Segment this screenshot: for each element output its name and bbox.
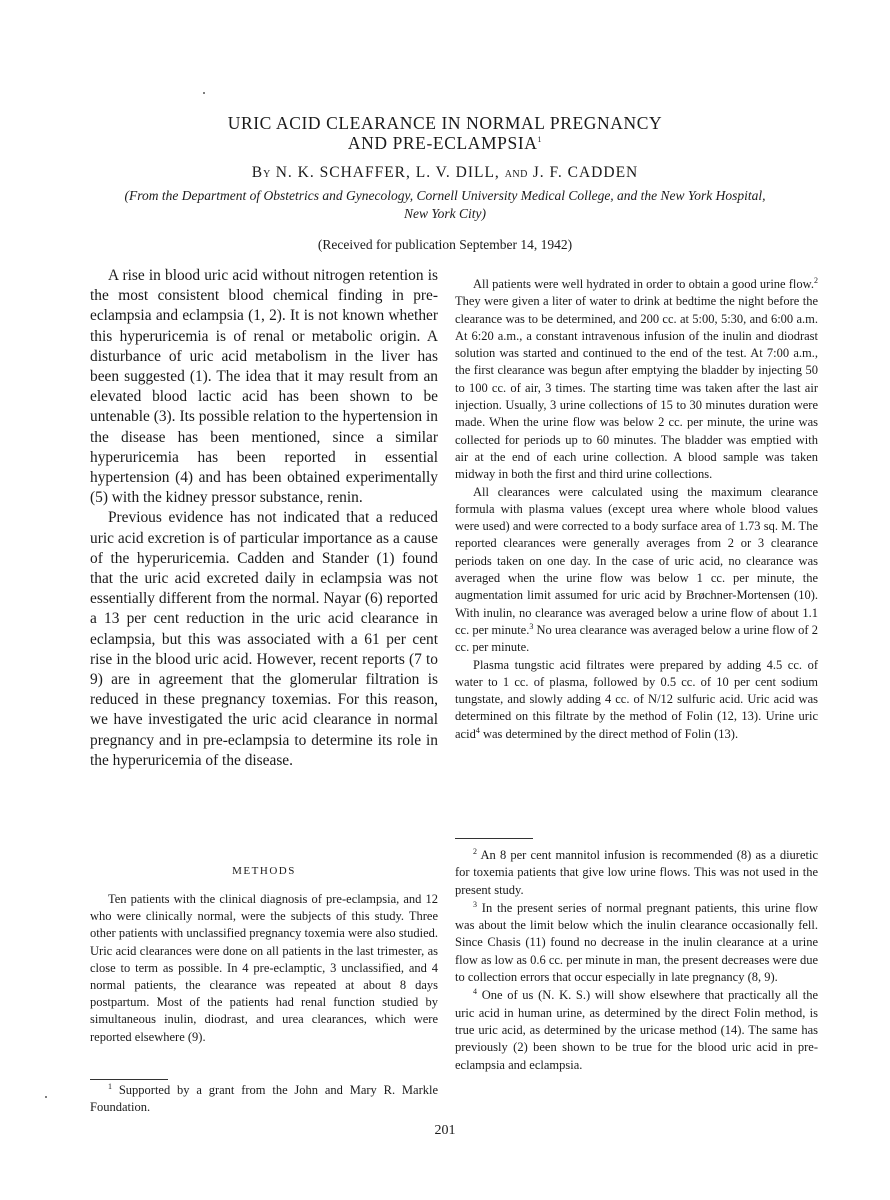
footnotes-left: [90, 1082, 438, 1116]
right-p2-b: No urea clearance was averaged below a urine flow of 2 cc. per minute.: [455, 622, 819, 655]
footnote-divider-left: [90, 1079, 168, 1080]
footnote-2-mark: 2: [473, 846, 477, 856]
title-line-2-text: AND PRE-ECLAMPSIA: [347, 133, 538, 153]
and-connector: AND: [504, 169, 528, 180]
footnote-3-text: In the present series of normal pregnant patients, this urine flow was about the limit below which the inulin clearance occasionally fell. Since Chasis (11) found no decrease in the inulin clearance at a urine flow as low as 0.6 cc. per minute in man, the present decreases were due to collection errors that occur especially in late pregnancy (8, 9).: [455, 900, 819, 985]
right-paragraph-2: [455, 484, 818, 657]
article-title: [0, 113, 890, 153]
authors-first: N. K. SCHAFFER, L. V. DILL,: [275, 164, 500, 181]
footnote-1: [90, 1082, 438, 1116]
stray-mark-bottom: [45, 1096, 47, 1098]
methods-text: [90, 891, 438, 1046]
by-initial: B: [251, 164, 264, 181]
right-p3-b: was determined by the direct method of Folin (13).: [482, 726, 739, 741]
footnotes-right: [455, 847, 818, 1075]
footnote-1-mark: 1: [108, 1081, 112, 1091]
footnote-ref-4: 4: [475, 725, 480, 735]
page-number: 201: [434, 1123, 456, 1138]
footnote-ref-3: 3: [529, 621, 534, 631]
authors-last: J. F. CADDEN: [532, 164, 639, 181]
footnote-3: [455, 900, 818, 986]
footnote-2: [455, 847, 818, 899]
methods-paragraph-1: Ten patients with the clinical diagnosis of pre-eclampsia, and 12 who were clinically normal, were the subjects of this study. Three other patients with unclassified pregnancy toxemia were also studied. Uric acid clearances were done on all patients in the last trimester, as close to term as possible. In 4 pre-eclamptic, 3 unclassified, and 4 normal patients, the clearance was repeated at about 8 days postpartum. Most of the patients had renal function studied by simultaneous inulin, diodrast, and urea clearances, which were reported elsewhere (9).: [90, 892, 438, 1044]
footnote-4-text: One of us (N. K. S.) will show elsewhere that practically all the uric acid in human urine, as determined by the direct Folin method, is true uric acid, as determined by the uricase method (14). The same has previously (2) been shown to be true for the blood uric acid in pre-eclampsia and eclampsia.: [455, 988, 819, 1072]
intro-text: [90, 266, 438, 771]
title-line-1: URIC ACID CLEARANCE IN NORMAL PREGNANCY: [227, 113, 663, 133]
by-rest: Y: [263, 169, 271, 180]
right-paragraph-3: [455, 657, 818, 743]
footnote-3-mark: 3: [473, 899, 477, 909]
footnote-4: [455, 987, 818, 1073]
received-date: (Received for publication September 14, 1942): [317, 237, 573, 252]
intro-paragraph-2: Previous evidence has not indicated that a reduced uric acid excretion is of particular importance as a cause of the hyperuricemia. Cadden and Stander (1) found that the uric acid excreted daily in eclampsia was not essentially different from the normal. Nayar (6) reported a 13 per cent reduction in the uric acid clearance in eclampsia, but this was associated with a 61 per cent rise in the blood uric acid. However, recent reports (7 to 9) are in agreement that the glomerular filtration is reduced in these pregnancy toxemias. For this reason, we have investigated the uric acid clearance in normal pregnancy and in pre-eclampsia to determine its role in the hyperuricemia of the disease.: [90, 509, 438, 769]
title-line-2: [0, 133, 890, 153]
footnote-ref-2: 2: [814, 275, 818, 285]
footnote-1-text: Supported by a grant from the John and Mary R. Markle Foundation.: [90, 1083, 439, 1114]
right-p1-a: All patients were well hydrated in order to obtain a good urine flow.: [473, 277, 814, 291]
author-line: [0, 164, 890, 182]
right-p1-b: They were given a liter of water to drink at bedtime the night before the clearance was to be determined, and 200 cc. at 5:00, 5:30, and 6:00 a.m. At 6:20 a.m., a constant intravenous infusion of the inulin and diodrast solution was started and continued to the end of the test. At 7:00 a.m., the first clearance was begun after emptying the bladder by injecting 50 to 100 cc. of air, 3 times. The starting time was taken after the last air injection. Usually, 3 urine collections of 15 to 30 minutes duration were made. When the urine flow was below 2 cc. per minute, the urine was collected for periods up to 60 minutes. The bladder was emptied with air at the end of each urine collection. A blood sample was taken midway in both the first and third urine collections.: [455, 294, 818, 482]
title-footnote-mark: 1: [537, 135, 543, 145]
footnote-divider-right: [455, 838, 533, 839]
methods-heading: METHODS: [232, 865, 296, 877]
right-p2-a: All clearances were calculated using the maximum clearance formula with plasma values (except urea where whole blood values were used) and were corrected to a body surface area of 1.73 sq. M. The reported clearances were generally averages from 2 or 3 clearance periods taken on one day. In the case of uric acid, no clearance was averaged when the urine flow was below 1 cc. per minute, the augmentation limit assumed for uric acid by Brøchner-Mortensen (10). With inulin, no clearance was averaged below a urine flow of about 1.1 cc. per minute.: [455, 484, 818, 637]
footnote-2-text: An 8 per cent mannitol infusion is recommended (8) as a diuretic for toxemia patients that give low urine flows. This was not used in the present study.: [455, 848, 819, 897]
intro-paragraph-1: A rise in blood uric acid without nitrogen retention is the most consistent blood chemical finding in pre-eclampsia and eclampsia (1, 2). It is not known whether this hyperuricemia is of renal or metabolic origin. A disturbance of uric acid metabolism in the liver has been suggested (1). The idea that it may result from an elevated blood lactic acid has been shown to be untenable (3). Its possible relation to the hypertension in the disease has been mentioned, since a similar hyperuricemia has been reported in essential hypertension (4) and has been obtained experimentally (5) with the kidney pressor substance, renin.: [90, 267, 438, 507]
right-p3-a: Plasma tungstic acid filtrates were prepared by adding 4.5 cc. of water to 1 cc. of plasma, followed by 0.5 cc. of 10 per cent sodium tungstate, and slowly adding 4 cc. of N/12 sulfuric acid. Uric acid was determined on this filtrate by the method of Folin (12, 13). Urine uric acid: [455, 657, 818, 741]
affiliation: (From the Department of Obstetrics and Gynecology, Cornell University Medical College, and the New York Hospital, New York City): [124, 188, 766, 221]
footnote-4-mark: 4: [473, 987, 477, 997]
right-column-text: [455, 276, 818, 743]
right-paragraph-1: [455, 276, 818, 484]
stray-mark-top: [203, 92, 205, 94]
